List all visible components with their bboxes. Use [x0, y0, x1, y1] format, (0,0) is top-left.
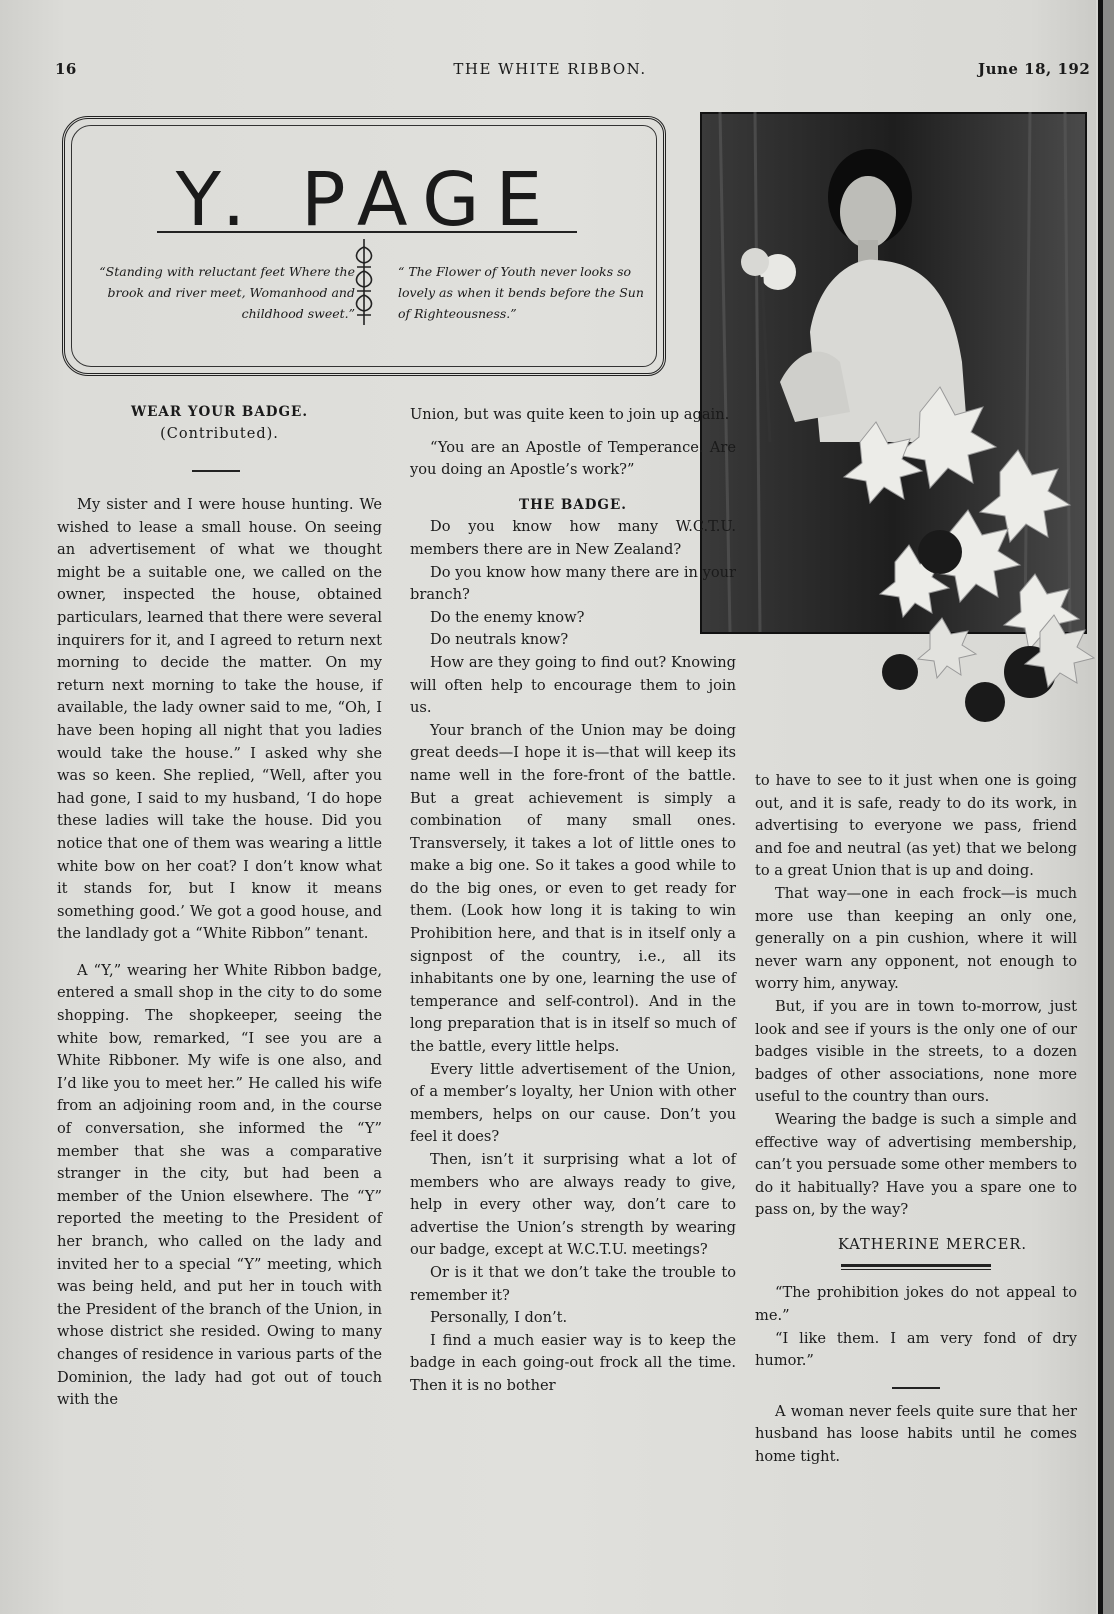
paragraph: Your branch of the Union may be doing great deeds—I hope it is—that will keep its name well in the fore-front of the battle. But a great achievement is simply a combination of many small ones. Transversely, it takes a lot of little ones to make a big one. So it takes a good while to do the big ones, or even to get ready for them. (Look how long it is taking to win Prohibition here, and that is in itself only a signpost of the country, i.e., all its inhabitants one by one, learning the use of temperance and self-control). And in the long preparation that is in itself so much of the battle, every little helps.	[410, 721, 736, 1056]
banner-quote-left: “Standing with reluctant feet Where the brook and river meet, Womanhood and childhood sweet.”	[99, 264, 355, 321]
y-page-banner	[62, 116, 666, 376]
paragraph: Do neutrals know?	[430, 631, 569, 649]
article-column-2	[410, 404, 736, 1398]
paragraph: I find a much easier way is to keep the badge in each going-out frock all the time. Then it is no bother	[410, 1331, 736, 1394]
paragraph: Union, but was quite keen to join up again.	[410, 406, 730, 423]
section-heading: THE BADGE.	[519, 496, 627, 513]
joke-line: A woman never feels quite sure that her husband has loose habits until he comes home tight.	[755, 1402, 1077, 1466]
paragraph: “You are an Apostle of Temperance. Are you doing an Apostle’s work?”	[410, 438, 736, 479]
paragraph: My sister and I were house hunting. We wished to lease a small house. On seeing an advertisement of what we thought might be a suitable one, we called on the owner, inspected the house, obtained particulars, learned that there were several inquirers for it, and I agreed to return next morning to decide the matter. On my return next morning to take the house, if available, the lady owner said to me, “Oh, I have been hoping all night that you ladies would take the house.” I asked why she was so keen. She replied, “Well, after you had gone, I said to my husband, ‘I do hope these ladies will take the house. Did you notice that one of them was wearing a little white bow on her coat? I don’t know what it stands for, but I know it means something good.’ We got a good house, and the landlady got a “White Ribbon” tenant.	[57, 496, 382, 943]
paragraph: That way—one in each frock—is much more use than keeping an only one, generally on a pin cushion, where it will never warn any opponent, not enough to worry him, anyway.	[755, 884, 1077, 993]
paragraph: to have to see to it just when one is going out, and it is safe, ready to do its work, in advertising to everyone we pass, friend and foe and neutral (as yet) that we belong to a great Union that is up and doing.	[755, 772, 1077, 880]
paragraph: A “Y,” wearing her White Ribbon badge, entered a small shop in the city to do some shopping. The shopkeeper, seeing the white bow, remarked, “I see you are a White Ribboner. My wife is one also, and I’d like you to meet her.” He called his wife from an adjoining room and, in the course of conversation, she informed the “Y” member that she was a comparative stranger in the city, but had been a member of the Union elsewhere. The “Y” reported the meeting to the President of her branch, who called on the lady and invited her to a special “Y” meeting, which was being held, and put her in touch with the President of the branch of the Union, in whose district she resided. Owing to many changes of residence in various parts of the Dominion, the lady had got out of touch with the	[57, 961, 382, 1409]
article-column-1	[57, 494, 382, 1412]
banner-quote-right: “ The Flower of Youth never looks so lovely as when it bends before the Sun of Righteousness.”	[398, 264, 644, 321]
paragraph: Every little advertisement of the Union, of a member’s loyalty, her Union with other members, helps on our cause. Don’t you feel it does?	[410, 1060, 736, 1146]
joke-line: “The prohibition jokes do not appeal to me.”	[755, 1284, 1077, 1325]
paragraph: Or is it that we don’t take the trouble to remember it?	[410, 1263, 736, 1304]
title-rule	[157, 231, 577, 233]
page-edge	[1103, 0, 1114, 1614]
paragraph: Wearing the badge is such a simple and effective way of advertising membership, can’t you persuade some other members to do it habitually? Have you a spare one to pass on, by the way?	[755, 1110, 1077, 1219]
paragraph: Do the enemy know?	[430, 608, 585, 626]
paragraph: Then, isn’t it surprising what a lot of members who are always ready to give, help in every other way, don’t care to advertise the Union’s strength by wearing our badge, except at W.C.T.U. meetings?	[410, 1151, 736, 1259]
page-title: Y. PAGE	[175, 157, 559, 243]
article-column-3	[755, 770, 1077, 1469]
page-number: 16	[55, 60, 77, 78]
author-signature: KATHERINE MERCER.	[837, 1235, 1027, 1253]
paragraph: Personally, I don’t.	[430, 1309, 568, 1327]
paragraph: Do you know how many there are in your branch?	[410, 563, 736, 604]
issue-date: June 18, 192	[978, 60, 1091, 78]
portrait-photo	[700, 112, 1095, 732]
paragraph: But, if you are in town to-morrow, just look and see if yours is the only one of our badges visible in the streets, to a dozen badges of other associations, none more useful to the country than ours.	[755, 997, 1077, 1106]
article-byline: (Contributed).	[160, 426, 279, 442]
short-divider	[892, 1387, 940, 1389]
paragraph: Do you know how many W.C.T.U. members there are in New Zealand?	[410, 518, 736, 558]
joke-line: “I like them. I am very fond of dry humor.”	[755, 1329, 1077, 1370]
paragraph: How are they going to find out? Knowing will often help to encourage them to join us.	[410, 653, 736, 717]
article-heading: WEAR YOUR BADGE.	[130, 404, 309, 420]
short-divider	[192, 470, 240, 472]
publication-title: THE WHITE RIBBON.	[453, 60, 647, 78]
